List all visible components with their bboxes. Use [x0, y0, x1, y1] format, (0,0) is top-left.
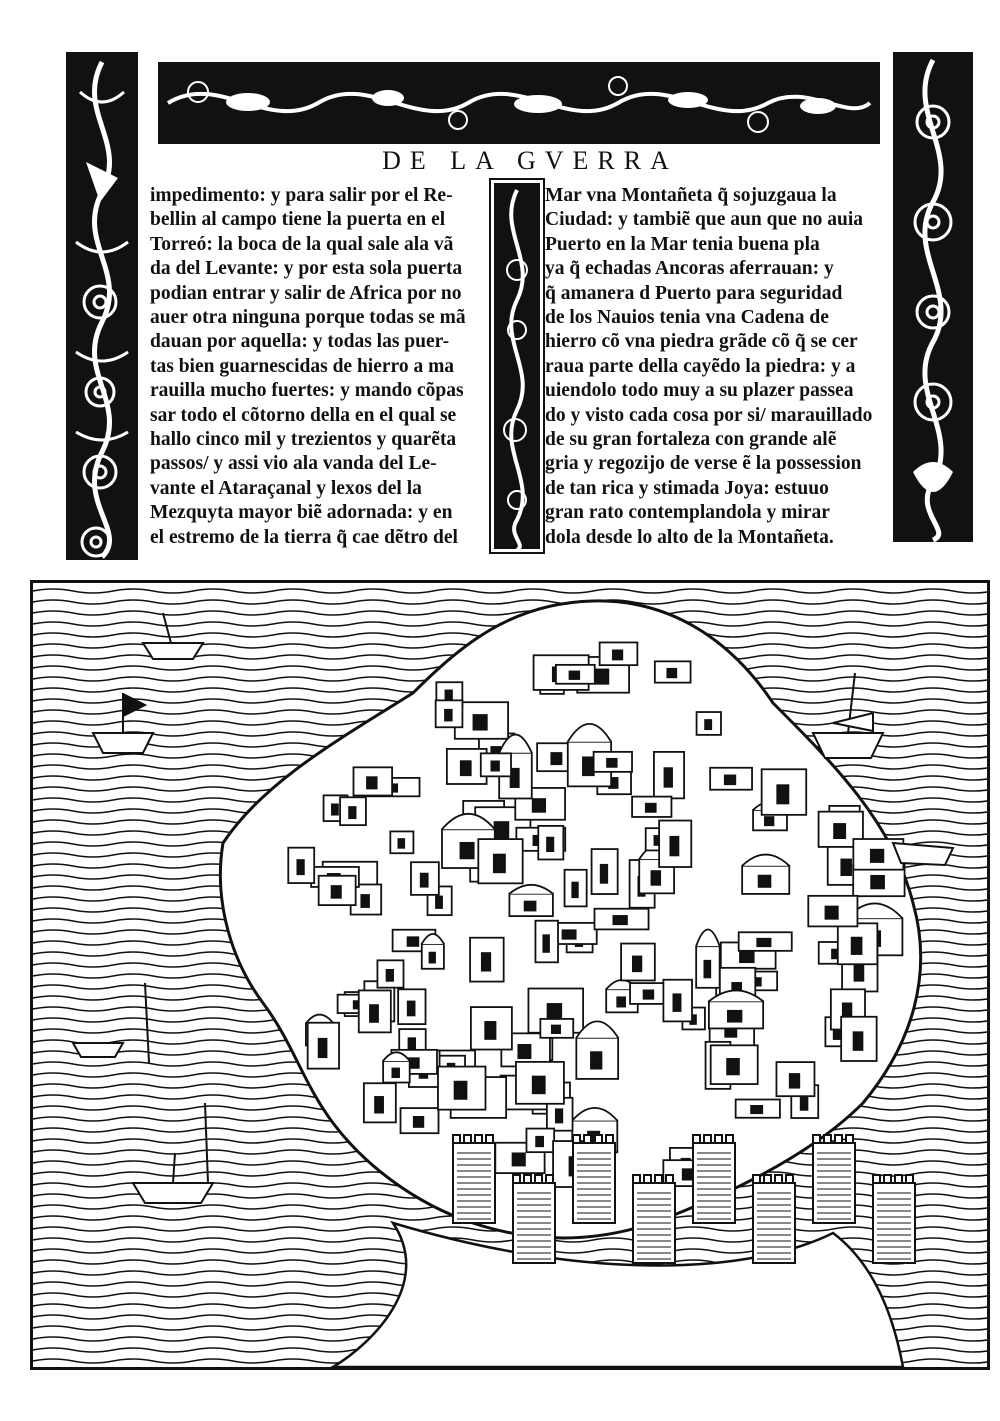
building — [481, 753, 511, 776]
building — [535, 921, 558, 963]
tower-icon — [633, 1175, 675, 1263]
building — [398, 989, 425, 1024]
text-line: dola desde lo alto de la Montañeta. — [545, 526, 834, 548]
building — [697, 712, 721, 735]
building — [655, 661, 691, 682]
building — [438, 1067, 486, 1110]
building — [841, 1017, 876, 1061]
building — [538, 826, 563, 860]
building — [471, 1007, 512, 1049]
text-line: rauilla mucho fuertes: y mando cõpas — [150, 380, 464, 402]
tower-icon — [513, 1175, 555, 1263]
building — [364, 1083, 396, 1122]
text-line: gran rato contemplandola y mirar — [545, 502, 830, 524]
text-line: podian entrar y salir de Africa por no — [150, 282, 462, 304]
building — [411, 862, 439, 895]
building — [838, 923, 878, 964]
text-line: de su gran fortaleza con grande alẽ — [545, 429, 837, 451]
text-line: raua parte della cayẽdo la piedra: y a — [545, 355, 856, 377]
building — [739, 932, 792, 951]
text-line: sar todo el cõtorno della en el qual se — [150, 404, 457, 426]
building — [592, 849, 618, 894]
building — [736, 1100, 780, 1118]
text-line: Torreó: la boca de la qual sale ala vã — [150, 233, 454, 255]
building — [808, 896, 857, 927]
text-line: el estremo de la tierra q̃ cae dẽtro del — [150, 526, 458, 548]
building — [401, 1108, 439, 1133]
text-line: ya q̃ echadas Ancoras aferrauan: y — [545, 258, 834, 280]
tower-icon — [873, 1175, 915, 1263]
building — [600, 642, 638, 665]
building — [621, 944, 655, 981]
tower-icon — [693, 1135, 735, 1223]
text-line: vante el Ataraçanal y lexos del la — [150, 477, 422, 499]
building — [436, 700, 463, 727]
building — [576, 1021, 618, 1079]
building — [377, 960, 403, 987]
text-line: gria y regozijo de verse ẽ la possession — [545, 453, 862, 475]
building — [308, 1023, 339, 1069]
building — [540, 1019, 573, 1038]
building — [526, 1129, 554, 1153]
building — [509, 885, 553, 916]
running-head: DE LA GVERRA — [382, 146, 678, 175]
ship-icon — [893, 843, 953, 865]
building — [565, 870, 587, 907]
building — [516, 1062, 564, 1104]
tower-icon — [753, 1175, 795, 1263]
text-line: passos/ y assi vio ala vanda del Le- — [150, 453, 437, 475]
left-ornamental-border — [66, 52, 138, 560]
text-line: Ciudad: y tambiẽ que aun que no auia — [545, 209, 864, 231]
tower-icon — [813, 1135, 855, 1223]
text-line: auer otra ninguna porque todas se mã — [150, 307, 466, 329]
text-line: Mar vna Montañeta q̃ sojuzgaua la — [545, 185, 837, 206]
building — [659, 821, 691, 867]
text-line: impedimento: y para salir por el Re- — [150, 185, 453, 206]
building — [470, 938, 504, 982]
building — [383, 1052, 410, 1082]
text-line: de tan rica y stimada Joya: estuuo — [545, 477, 829, 499]
building — [390, 831, 413, 853]
text-line: Mezquyta mayor biẽ adornada: y en — [150, 502, 453, 524]
text-line: da del Levante: y por esta sola puerta — [150, 258, 463, 280]
text-line: bellin al campo tiene la puerta en el — [150, 209, 446, 231]
building — [654, 752, 684, 798]
building — [632, 797, 671, 817]
text-line: hierro cõ vna piedra grãde cõ q̃ se cer — [545, 331, 858, 353]
building — [422, 934, 444, 969]
header-ornamental-band — [158, 62, 880, 144]
building — [594, 752, 632, 772]
text-column-right — [545, 184, 885, 550]
text-column-left — [150, 184, 484, 550]
building — [340, 797, 366, 825]
woodcut-city-illustration — [30, 580, 990, 1370]
building — [709, 990, 763, 1028]
building — [711, 1045, 758, 1084]
right-ornamental-border — [893, 52, 973, 542]
building — [353, 767, 392, 795]
building — [776, 1062, 814, 1096]
building — [742, 855, 789, 894]
center-ornamental-strip — [489, 178, 545, 554]
building — [663, 980, 692, 1022]
text-line: do y visto cada cosa por si/ marauillado — [545, 404, 873, 426]
building — [696, 930, 719, 988]
building — [556, 665, 595, 684]
building — [319, 876, 356, 905]
text-line: uiendolo todo muy a su plazer passea — [545, 380, 854, 402]
building — [359, 990, 391, 1032]
text-line: dauan por aquella: y todas las puer- — [150, 331, 450, 353]
building — [710, 768, 752, 790]
text-line: Puerto en la Mar tenia buena pla — [545, 233, 820, 255]
tower-icon — [573, 1135, 615, 1223]
building — [594, 909, 648, 930]
building — [288, 848, 314, 883]
text-line: de los Nauios tenia vna Cadena de — [545, 307, 829, 329]
building — [478, 839, 522, 883]
text-line: q̃ amanera d Puerto para seguridad — [545, 282, 843, 304]
text-line: tas bien guarnescidas de hierro a ma — [150, 355, 455, 377]
text-line: hallo cinco mil y trezientos y quarẽta — [150, 429, 457, 451]
building — [762, 769, 807, 815]
tower-icon — [453, 1135, 495, 1223]
